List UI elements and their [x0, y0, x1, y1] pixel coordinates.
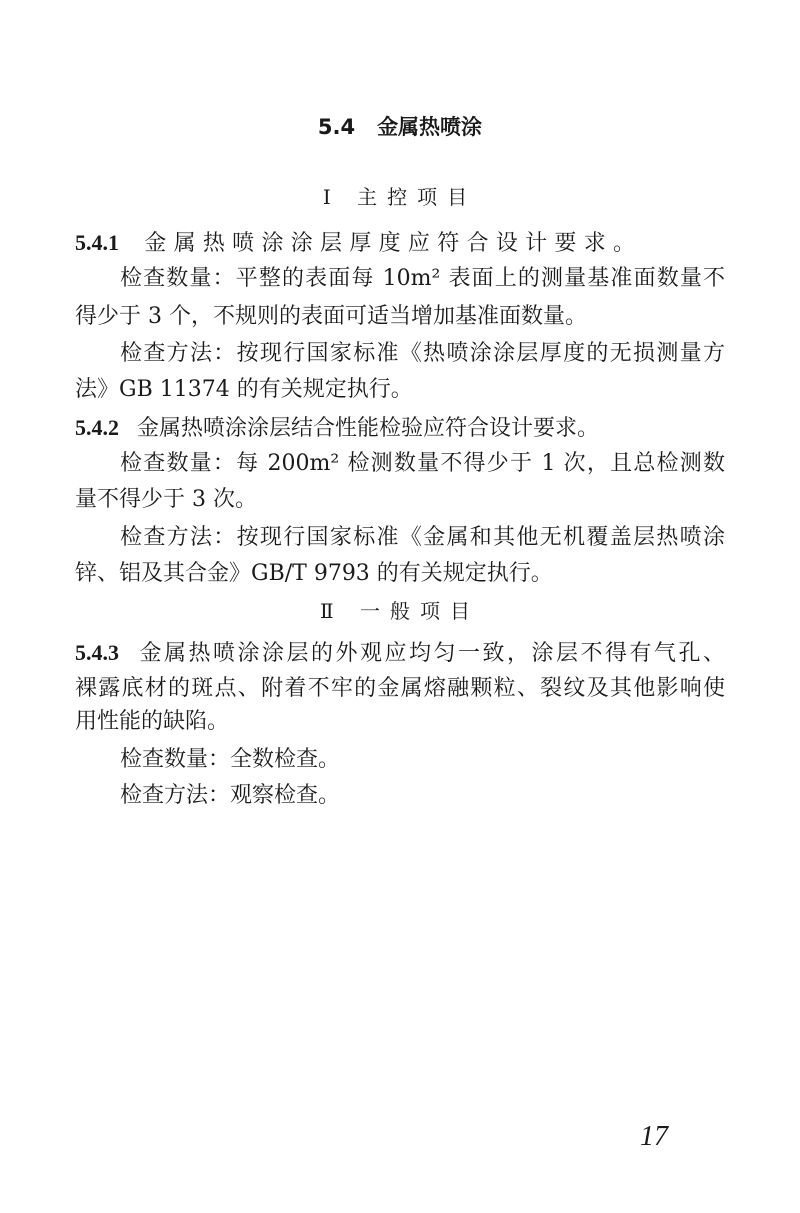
clause-5-4-1 — [75, 230, 635, 257]
text-line: 得少于 3 个，不规则的表面可适当增加基准面数量。 — [75, 304, 587, 329]
text-line: 检查数量：平整的表面每 10m² 表面上的测量基准面数量不 — [120, 266, 725, 291]
clause-5-4-2 — [75, 415, 599, 442]
text-line: 检查数量：每 200m² 检测数量不得少于 1 次，且总检测数 — [120, 451, 725, 476]
page-number: 17 — [640, 1121, 668, 1152]
text-line: 检查数量：全数检查。 — [120, 747, 341, 772]
subsection-heading-general: Ⅱ 一般项目 — [320, 599, 480, 623]
text-line: 量不得少于 3 次。 — [75, 487, 257, 512]
clause-text: 金属热喷涂涂层的外观应均匀一致，涂层不得有气孔、 — [137, 641, 725, 666]
clause-5-4-3 — [75, 640, 725, 667]
clause-text: 金属热喷涂涂层结合性能检验应符合设计要求。 — [137, 416, 600, 441]
section-title — [0, 114, 800, 140]
text-line: 检查方法：按现行国家标准《热喷涂涂层厚度的无损测量方 — [120, 341, 725, 366]
text-line: 锌、铝及其合金》GB/T 9793 的有关规定执行。 — [75, 561, 553, 586]
text-line: 用性能的缺陷。 — [75, 709, 230, 734]
section-title-text: 金属热喷涂 — [377, 115, 483, 139]
text-line: 法》GB 11374 的有关规定执行。 — [75, 377, 413, 402]
clause-number: 5.4.2 — [75, 415, 119, 440]
clause-number: 5.4.3 — [75, 640, 119, 665]
text-line: 检查方法：观察检查。 — [120, 783, 341, 808]
text-line: 裸露底材的斑点、附着不牢的金属熔融颗粒、裂纹及其他影响使 — [75, 676, 725, 701]
text-line: 检查方法：按现行国家标准《金属和其他无机覆盖层热喷涂 — [120, 525, 725, 550]
clause-number: 5.4.1 — [75, 230, 119, 255]
subsection-heading-main: Ⅰ 主控项目 — [322, 185, 478, 209]
section-number: 5.4 — [317, 115, 356, 139]
clause-text: 金属热喷涂涂层厚度应符合设计要求。 — [137, 231, 635, 256]
